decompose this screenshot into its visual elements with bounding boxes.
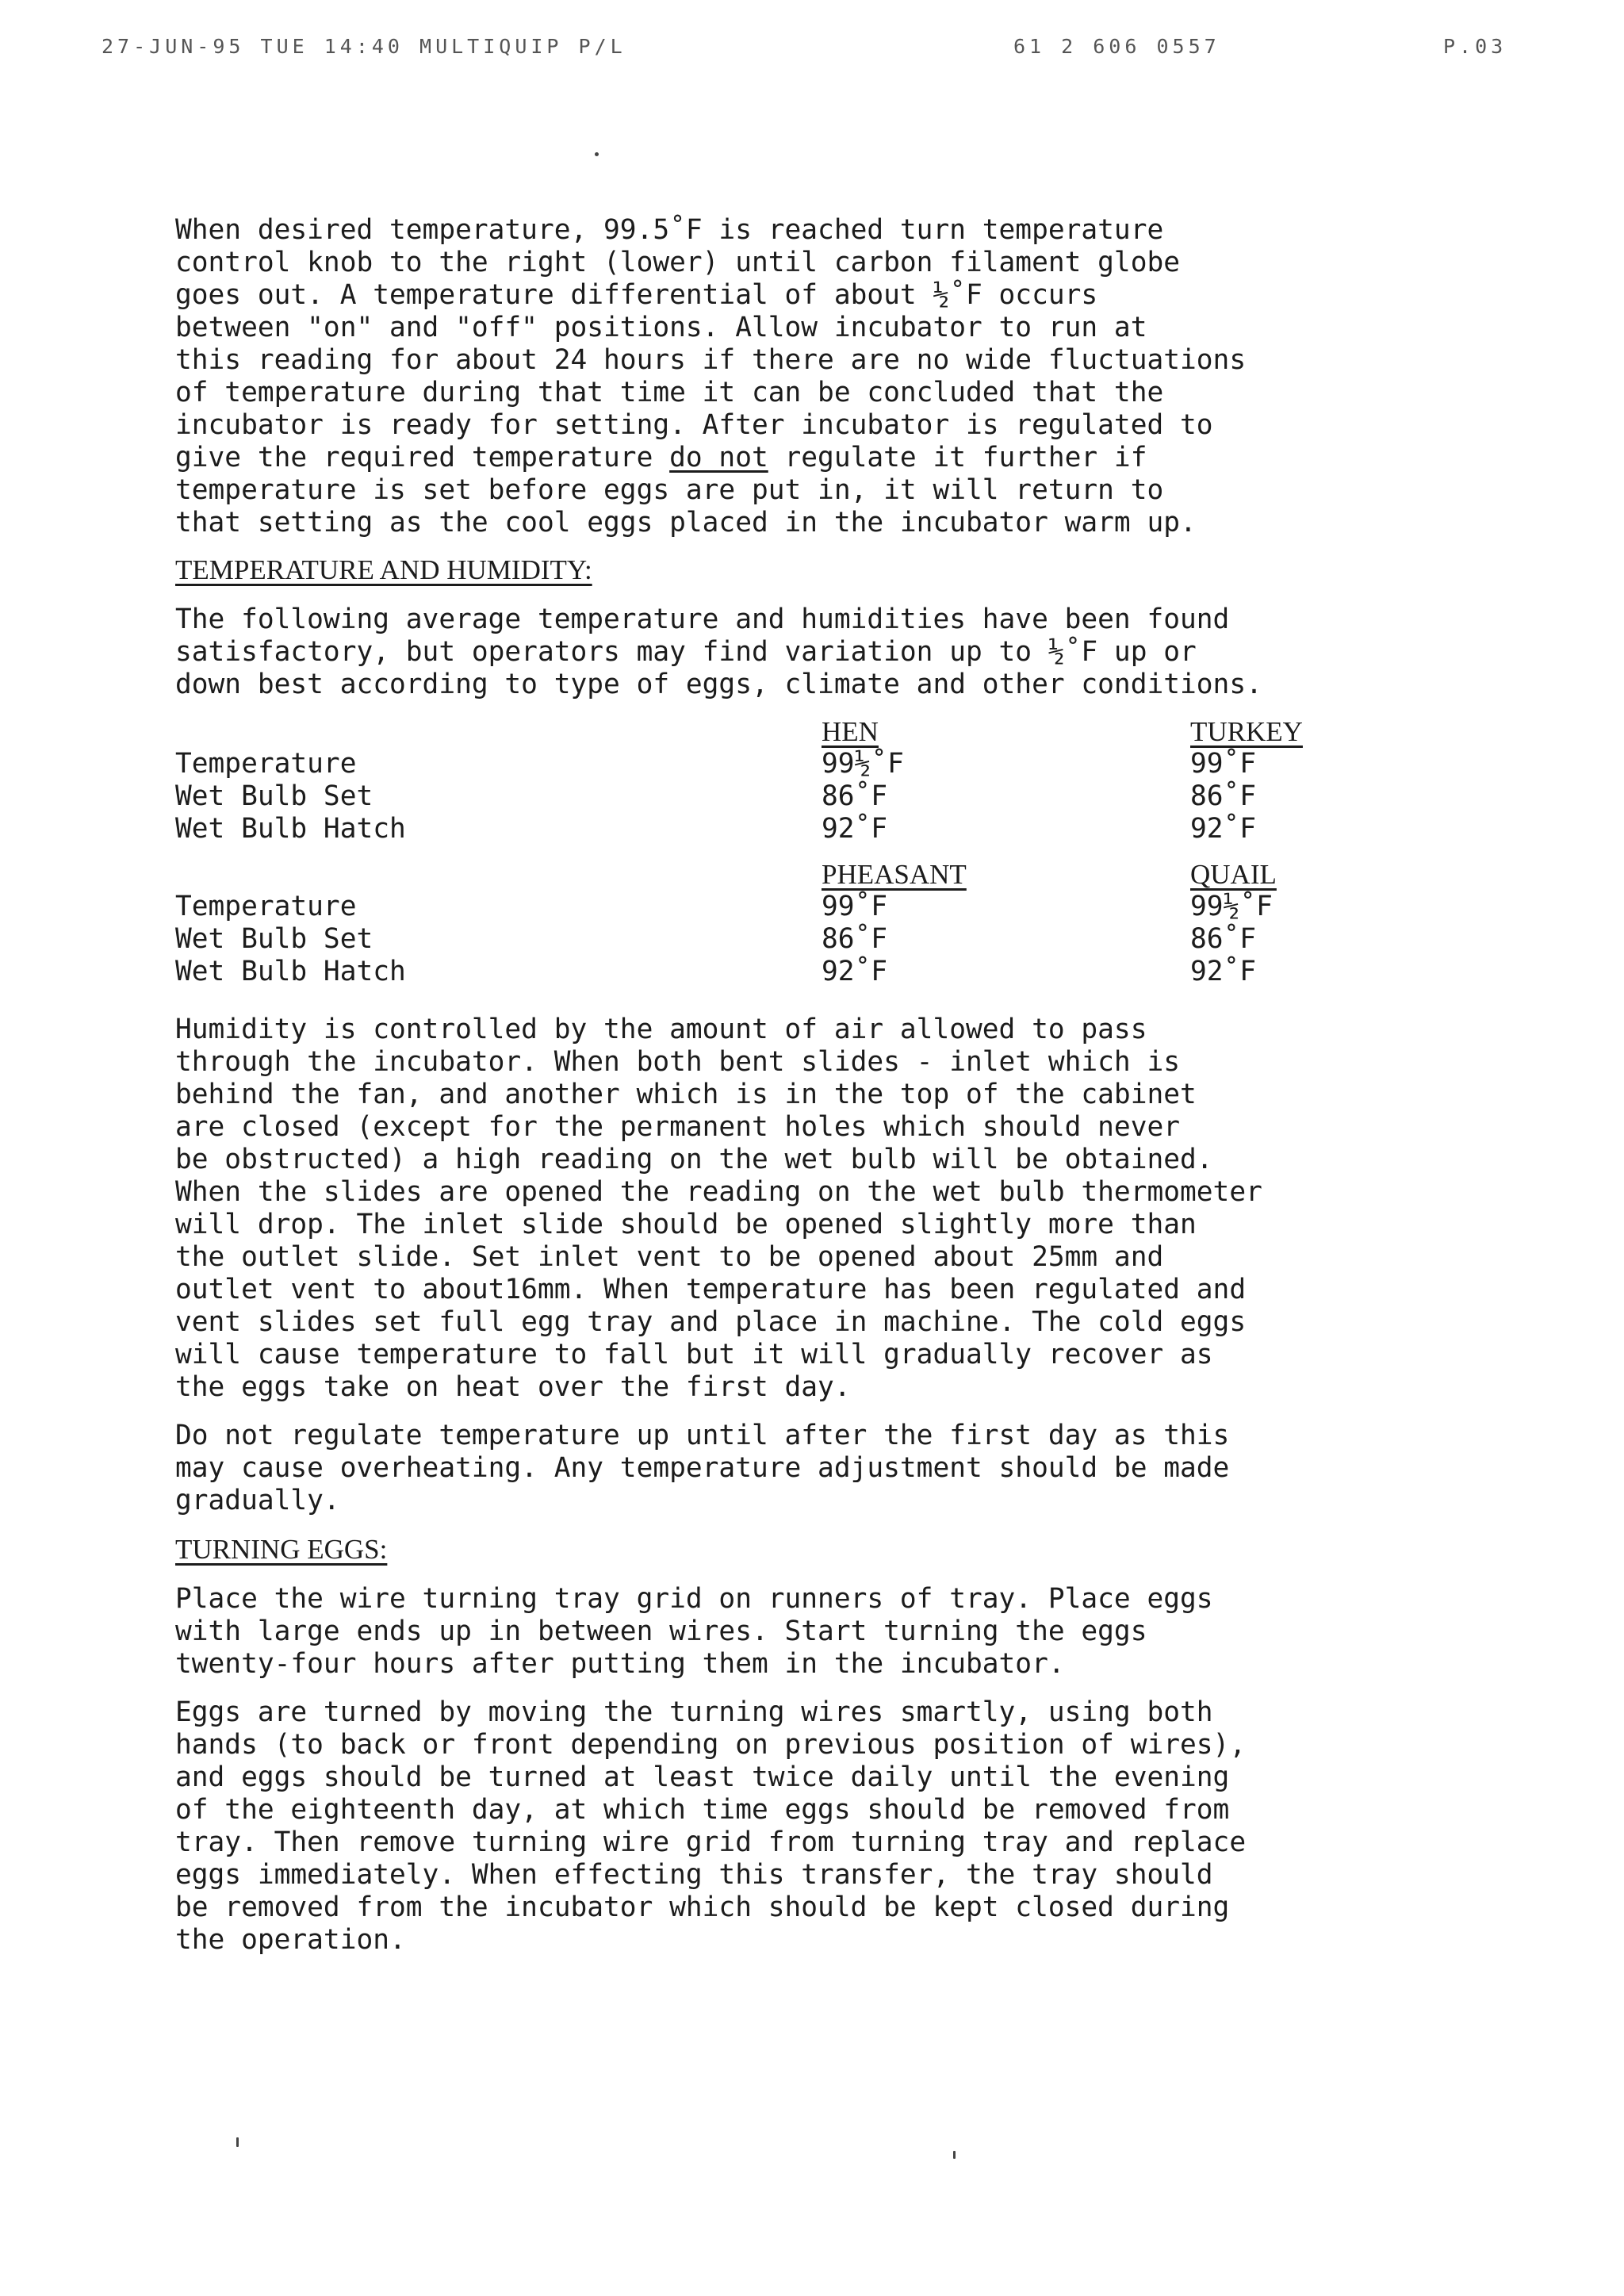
scan-speck	[595, 152, 599, 156]
table-cell: 99˚F	[1190, 748, 1257, 780]
scan-speck	[236, 2137, 239, 2147]
table-cell: 86˚F	[1190, 780, 1257, 812]
table-cell: 92˚F	[822, 813, 888, 845]
table-header-row	[175, 858, 1428, 891]
column-pheasant: PHEASANT	[822, 859, 967, 890]
row-label: Wet Bulb Set	[175, 923, 373, 955]
table-header-row	[175, 715, 1428, 748]
table-row	[175, 923, 1428, 956]
table-row	[175, 956, 1428, 988]
table-cell: 92˚F	[1190, 956, 1257, 987]
row-label: Wet Bulb Hatch	[175, 956, 406, 987]
table-cell: 99˚F	[822, 891, 888, 922]
turning-paragraph-2: Eggs are turned by moving the turning wires smartly, using both hands (to back or front depending on previous position of wires), and eggs should be turned at least twice daily until the evening of the eighteenth day, at which time eggs should be removed from tray. Then remove turning wire grid from turning tray and replace eggs immediately. When effecting this transfer, the tray should be removed from the incubator which should be kept closed during the operation.	[175, 1696, 1247, 1956]
turning-eggs-heading: TURNING EGGS:	[175, 1534, 388, 1565]
row-label: Temperature	[175, 891, 357, 922]
temperature-table	[175, 715, 1428, 988]
row-label: Temperature	[175, 748, 357, 780]
table-cell: 86˚F	[1190, 923, 1257, 955]
fax-header-sender: 27-JUN-95 TUE 14:40 MULTIQUIP P/L	[102, 35, 626, 58]
column-quail: QUAIL	[1190, 859, 1277, 890]
column-hen: HEN	[822, 716, 879, 747]
column-turkey: TURKEY	[1190, 716, 1303, 747]
intro-text-1: When desired temperature, 99.5˚F is reached turn temperature control knob to the right (lower) until carbon filament globe goes out. A temperature differential of about ½˚F occurs between "on" and "off" positions. Allow incubator to run at this reading for about 24 hours if there are no wide fluctuations of temperature during that time it can be concluded that the incubator is ready for setting. After incubator is regulated to give the required temperature	[175, 214, 1247, 473]
intro-text-2: regulate it further if temperature is set before eggs are put in, it will return to that setting as the cool eggs placed in the incubator warm up.	[175, 442, 1197, 539]
regulate-paragraph: Do not regulate temperature up until after the first day as this may cause overheating. Any temperature adjustment should be made gradually.	[175, 1420, 1230, 1516]
turning-paragraph-1: Place the wire turning tray grid on runners of tray. Place eggs with large ends up in between wires. Start turning the eggs twenty-four hours after putting them in the incubator.	[175, 1583, 1213, 1680]
table-cell: 86˚F	[822, 780, 888, 812]
fax-header-page: P.03	[1443, 35, 1507, 58]
document-body	[175, 214, 1476, 1971]
table-cell: 86˚F	[822, 923, 888, 955]
table-row	[175, 780, 1428, 813]
row-label: Wet Bulb Set	[175, 780, 373, 812]
temperature-intro-paragraph: The following average temperature and humidities have been found satisfactory, but operators may find variation up to ½˚F up or down best according to type of eggs, climate and other conditions.	[175, 604, 1262, 700]
do-not-emphasis: do not	[669, 442, 768, 473]
row-label: Wet Bulb Hatch	[175, 813, 406, 845]
intro-paragraph	[175, 214, 1476, 539]
table-row	[175, 748, 1428, 780]
table-cell: 92˚F	[822, 956, 888, 987]
table-cell: 92˚F	[1190, 813, 1257, 845]
table-cell: 99½˚F	[822, 748, 904, 780]
temperature-humidity-heading: TEMPERATURE AND HUMIDITY:	[175, 554, 592, 585]
fax-header-number: 61 2 606 0557	[1013, 35, 1220, 58]
table-row	[175, 813, 1428, 845]
fax-header	[0, 35, 1624, 67]
table-cell: 99½˚F	[1190, 891, 1273, 922]
table-row	[175, 891, 1428, 923]
humidity-paragraph: Humidity is controlled by the amount of air allowed to pass through the incubator. When both bent slides - inlet which is behind the fan, and another which is in the top of the cabinet are closed (except for the permanent holes which should never be obstructed) a high reading on the wet bulb will be obtained. When the slides are opened the reading on the wet bulb thermometer will drop. The inlet slide should be opened slightly more than the outlet slide. Set inlet vent to be opened about 25mm and outlet vent to about16mm. When temperature has been regulated and vent slides set full egg tray and place in machine. The cold eggs will cause temperature to fall but it will gradually recover as the eggs take on heat over the first day.	[175, 1014, 1262, 1403]
scan-speck	[953, 2151, 956, 2159]
